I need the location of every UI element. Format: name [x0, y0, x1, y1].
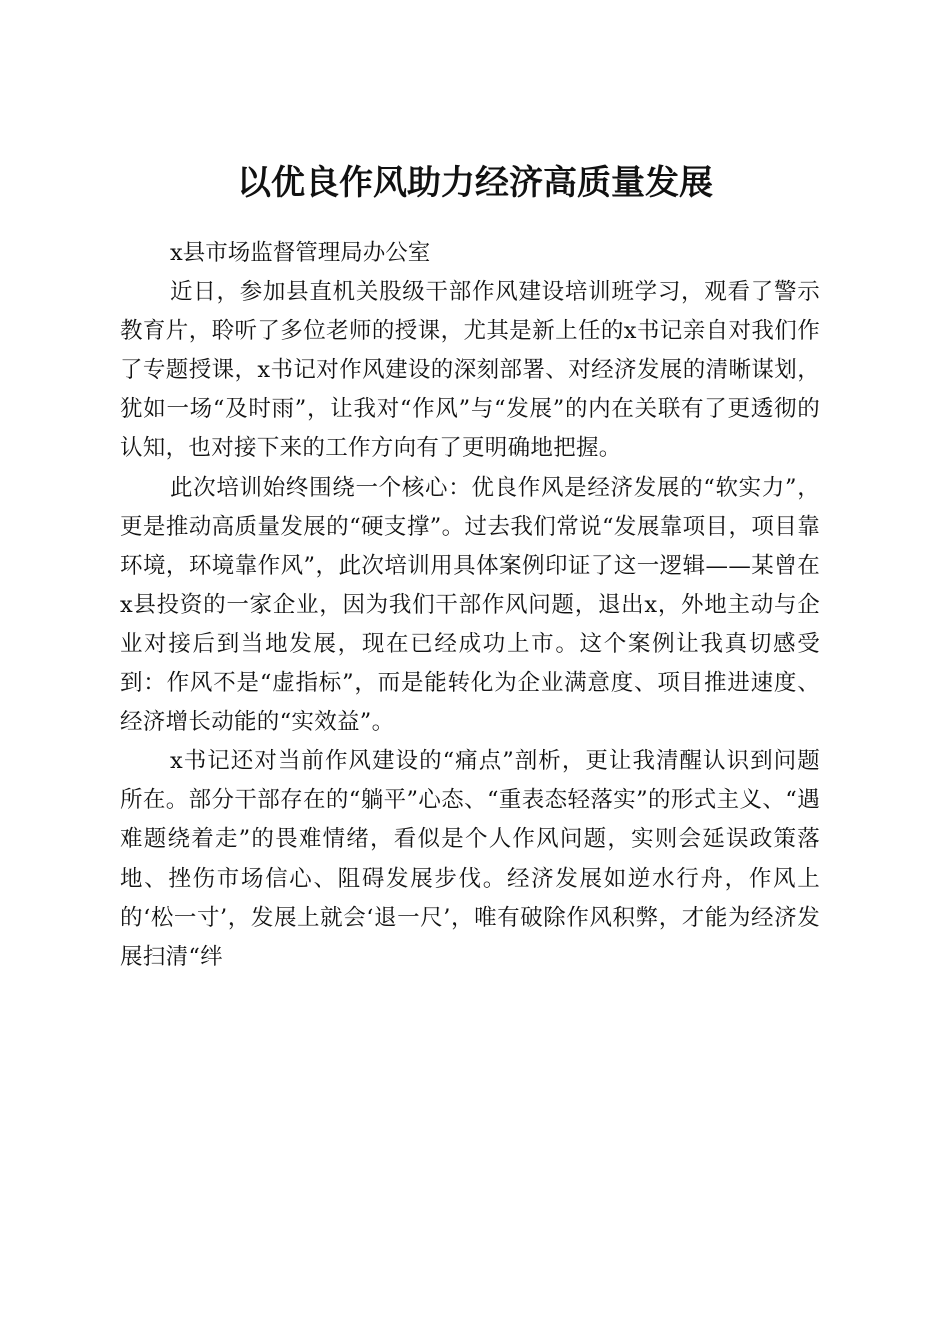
- document-body: [120, 234, 820, 977]
- paragraph: x书记还对当前作风建设的“痛点”剖析，更让我清醒认识到问题所在。部分干部存在的“躺平”心态、“重表态轻落实”的形式主义、“遇难题绕着走”的畏难情绪，看似是个人作风问题，实则会延误政策落地、挫伤市场信心、阻碍发展步伐。经济发展如逆水行舟，作风上的‘松一寸’，发展上就会‘退一尺’，唯有破除作风积弊，才能为经济发展扫清“绊: [120, 748, 820, 970]
- author-line: x县市场监督管理局办公室: [170, 240, 431, 266]
- paragraph: 近日，参加县直机关股级干部作风建设培训班学习，观看了警示教育片，聆听了多位老师的授课，尤其是新上任的x书记亲自对我们作了专题授课，x书记对作风建设的深刻部署、对经济发展的清晰谋划，犹如一场“及时雨”，让我对“作风”与“发展”的内在关联有了更透彻的认知，也对接下来的工作方向有了更明确地把握。: [120, 279, 820, 462]
- document-title: 以优良作风助力经济高质量发展: [237, 162, 713, 203]
- paragraph: 此次培训始终围绕一个核心：优良作风是经济发展的“软实力”，更是推动高质量发展的“硬支撑”。过去我们常说“发展靠项目，项目靠环境，环境靠作风”，此次培训用具体案例印证了这一逻辑——某曾在x县投资的一家企业，因为我们干部作风问题，退出x，外地主动与企业对接后到当地发展，现在已经成功上市。这个案例让我真切感受到：作风不是“虚指标”，而是能转化为企业满意度、项目推进速度、经济增长动能的“实效益”。: [120, 474, 820, 736]
